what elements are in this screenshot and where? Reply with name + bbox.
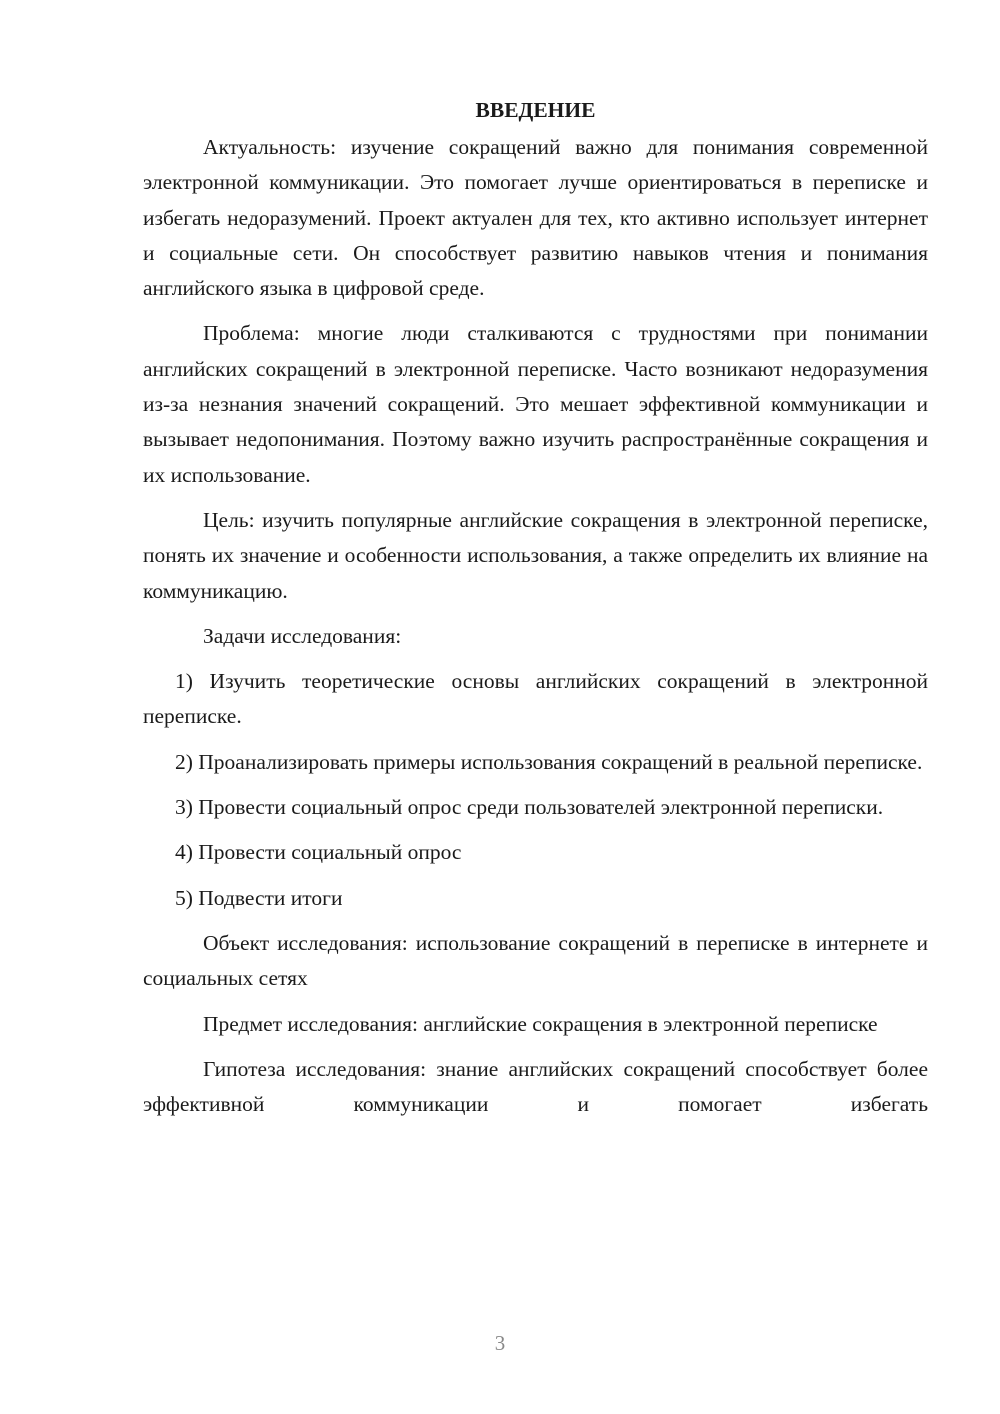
task-item-5: 5) Подвести итоги [175,885,343,910]
document-page [143,92,928,1122]
problem-paragraph: Проблема: многие люди сталкиваются с трудностями при понимании английских сокращений в электронной переписке. Часто возникают недоразумения из-за незнания значений сокращений. Это мешает эффективной коммуникации и вызывает недопонимания. Поэтому важно изучить распространённые сокращения и их использование. [143,321,928,487]
goal-paragraph: Цель: изучить популярные английские сокращения в электронной переписке, понять их значение и особенности использования, а также определить их влияние на коммуникацию. [143,507,928,603]
subject-paragraph: Предмет исследования: английские сокращения в электронной переписке [203,1011,878,1036]
object-paragraph: Объект исследования: использование сокращений в переписке в интернете и социальных сетях [143,930,928,991]
task-item-1: 1) Изучить теоретические основы английских сокращений в электронной переписке. [143,669,928,729]
tasks-heading: Задачи исследования: [203,623,402,648]
task-item-2: 2) Проанализировать примеры использования сокращений в реальной переписке. [175,749,923,774]
page-number: 3 [494,1331,506,1355]
hypothesis-paragraph: Гипотеза исследования: знание английских сокращений способствует более эффективной коммуникации и помогает избегать [143,1056,928,1117]
section-title: ВВЕДЕНИЕ [475,98,596,122]
relevance-paragraph: Актуальность: изучение сокращений важно для понимания современной электронной коммуникации. Это помогает лучше ориентироваться в переписке и избегать недоразумений. Проект актуален для тех, кто активно использует интернет и социальные сети. Он способствует развитию навыков чтения и понимания английского языка в цифровой среде. [143,135,928,301]
task-item-4: 4) Провести социальный опрос [175,840,462,865]
task-item-3: 3) Провести социальный опрос среди пользователей электронной переписки. [175,795,884,820]
